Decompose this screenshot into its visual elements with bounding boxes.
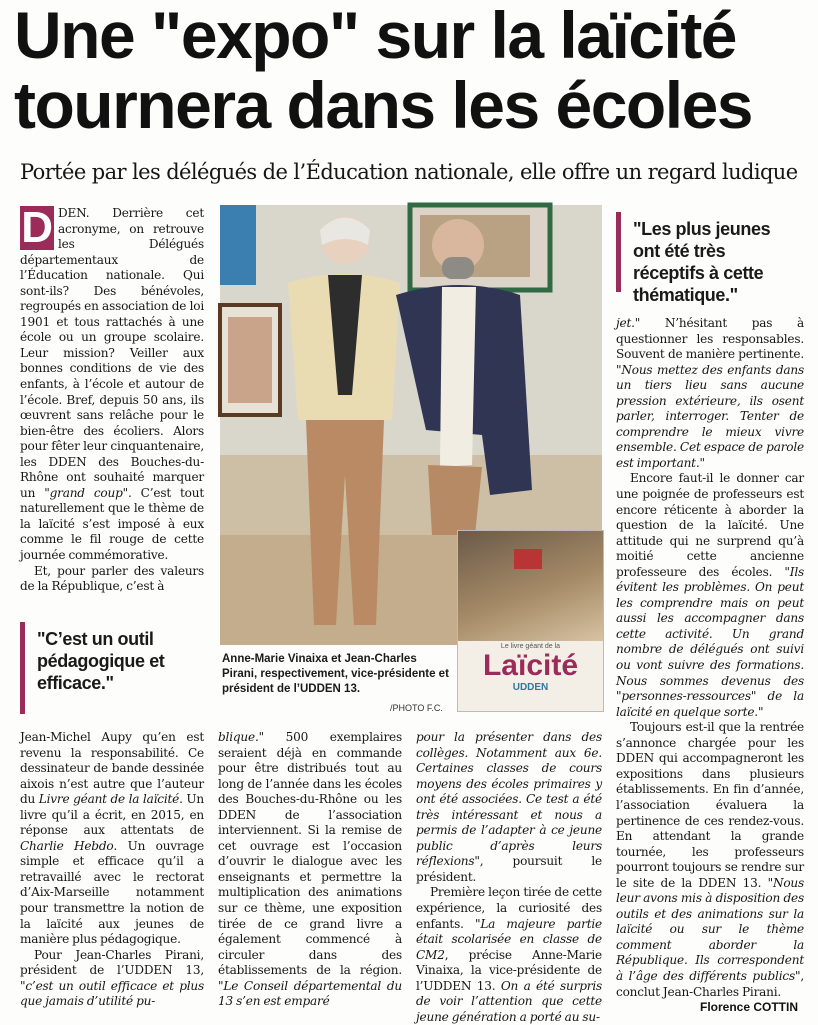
text-run-italic: On a été surpris de voir l’attention que cette jeune génération a porté au su-: [416, 978, 603, 1024]
text-run-italic: Livre géant de la laïcité: [38, 792, 180, 807]
text-run: DEN. Derrière cet acronyme, on retrouve les Délégués départementaux de l’Éducation nationale. Qui sont-ils? Des bénévoles, regroupés en association de loi 1901 et tous rattachés à une école ou un groupe scolaire. Leur mission? Veiller aux bonnes conditions de vie des enfants, à l’école et autour de l’école. Bref, depuis 50 ans, ils œuvrent sans relâche pour le bien-être des écoliers. Alors pour fêter leur cinquantenaire, les DDEN des Bouches-du-Rhône ont souhaité marquer un: [20, 206, 204, 500]
drop-cap: D: [21, 203, 53, 252]
paragraph: [616, 720, 804, 1000]
article-column-1: [20, 203, 204, 595]
headline-line-2: tournera dans les écoles: [14, 68, 752, 142]
flag-shape: [514, 549, 542, 569]
text-run: Pour Jean-Charles Pirani, président de l’UDDEN 13,: [20, 947, 204, 978]
text-run-italic: "Nous leur avons mis à disposition des outils et des animations sur la laïcité ou sur le thème comment aborder la République. Ils correspondent à l’âge des différents publics": [616, 875, 804, 983]
text-run: Première leçon tirée de cette expérience, la curiosité des enfants.: [416, 885, 602, 931]
book-publisher: UDDEN: [512, 682, 549, 693]
headline-line-1: Une "expo" sur la laïcité: [14, 0, 737, 72]
text-run-italic: "grand coup": [44, 485, 128, 500]
text-run-italic: "La majeure partie était scolarisée en classe de CM2: [416, 916, 602, 962]
text-run: , précise Anne-Marie Vinaixa, la vice-présidente de l’UDDEN 13.: [416, 947, 602, 993]
text-run-italic: "Ils évitent les problèmes. On peut les comprendre mais on peut aussi les accompagner dans cette activité. Un grand nombre de délégués ont suivi ou vont suivre des formations. Nous sommes devenus des "personnes-ressources" de la laïcité en quelque sorte.": [616, 564, 804, 719]
text-run: . C’est tout naturellement que le thème de la laïcité s’est imposé à eux comme le fil rouge de cette journée commémorative.: [20, 485, 204, 563]
text-run: Toujours est-il que la rentrée s’annonce chargée pour les DDEN qui accompagneront les expositions dans plusieurs établissements. En fin d’année, l’association évaluera la pertinence de ces rendez-vous. En attendant la grande tournée, les professeurs pourront toujours se rendre sur le site de la DDEN 13.: [616, 720, 804, 890]
text-run: Jean-Michel Aupy qu’en est revenu la responsabilité. Ce dessinateur de bande dessinée aixois n’est autre que l’auteur du: [20, 730, 204, 807]
book-title: Laïcité: [482, 649, 579, 682]
article-column-2: [20, 730, 204, 1010]
text-run-italic: blique.": [218, 730, 264, 744]
paragraph: [616, 471, 804, 720]
text-run: 500 exemplaires seraient déjà en commande pour être distribués tout au long de l’année dans les écoles des Bouches-du-Rhône ou les DDEN de l’association interviennent. Si la remise de cet ouvrage est l’occasion d’ouvrir le dialogue avec les enseignants et permettre la multiplication des animations sur ce thème, une exposition tirée de ce grand livre a également commencé à circuler dans des établissements de la région.: [218, 730, 402, 978]
text-run: N’hésitant pas à questionner les responsables. Souvent de manière pertinente.: [616, 316, 804, 362]
pull-quote-right: "Les plus jeunes ont été très réceptifs à cette thématique.": [616, 212, 804, 292]
text-run-italic: "Le Conseil départemental du 13 s’en est emparé: [218, 978, 402, 1009]
paragraph: [20, 948, 204, 1010]
paragraph: [416, 730, 602, 885]
text-run: . Un ouvrage simple et efficace qu’il a retravaillé avec le rectorat d’Aix-Marseille notamment pour transmettre la notion de la laïcité aux jeunes de manière plus pédagogique.: [20, 838, 205, 947]
article-column-right: [616, 316, 804, 1000]
subheadline: Portée par les délégués de l’Éducation nationale, elle offre un regard ludique: [20, 160, 798, 184]
author-byline: Florence COTTIN: [699, 1000, 798, 1014]
book-illustration: [458, 531, 603, 641]
text-run-italic: "Nous mettez des enfants dans un tiers lieu sans aucune pression extérieure, ils osent parler, interroger. Tenter de comprendre le mieux vivre ensemble. Cet espace de parole est important.": [616, 362, 804, 470]
paragraph: [616, 316, 804, 471]
article-column-3: [218, 730, 402, 1010]
pull-quote-left: "C’est un outil pédagogique et efficace.": [20, 622, 204, 714]
text-run-italic: Charlie Hebdo: [20, 838, 114, 853]
paragraph: [20, 730, 204, 948]
book-cover: [457, 530, 604, 712]
text-run: , poursuit le président.: [416, 854, 602, 884]
text-run-italic: "c’est un outil efficace et plus que jamais d’utilité pu-: [20, 978, 204, 1009]
paragraph: [218, 730, 402, 1010]
photo-caption: Anne-Marie Vinaixa et Jean-Charles Pirani, respectivement, vice-présidente et président de l’UDDEN 13.: [222, 653, 449, 695]
intro-paragraph: [20, 203, 204, 564]
photo-credit: /PHOTO F.C.: [390, 703, 443, 713]
text-run-italic: pour la présenter dans des collèges. Notamment aux 6e. Certaines classes de cours moyens des écoles primaires y ont été associées. Ce test a été très intéressant et nous a permis de l’adapter à ce jeune public d’après leurs réflexions": [416, 730, 602, 869]
headline: [14, 0, 814, 140]
paragraph: Et, pour parler des valeurs de la République, c’est à: [20, 563, 204, 594]
article-column-4: [416, 730, 602, 1025]
text-run: . Un livre qu’il a écrit, en 2015, en réponse aux attentats de: [20, 792, 205, 838]
paragraph: [416, 885, 602, 1025]
text-run: Encore faut-il le donner car une poignée de professeurs est encore réticente à aborder la question de la laïcité. Une attitude qui ne surprend qu’à moitié cette ancienne professeure des écoles.: [616, 471, 804, 579]
book-title-small: Le livre géant de la: [500, 643, 561, 650]
text-run: , conclut Jean-Charles Pirani.: [616, 968, 804, 999]
text-run-italic: jet.": [616, 316, 641, 330]
